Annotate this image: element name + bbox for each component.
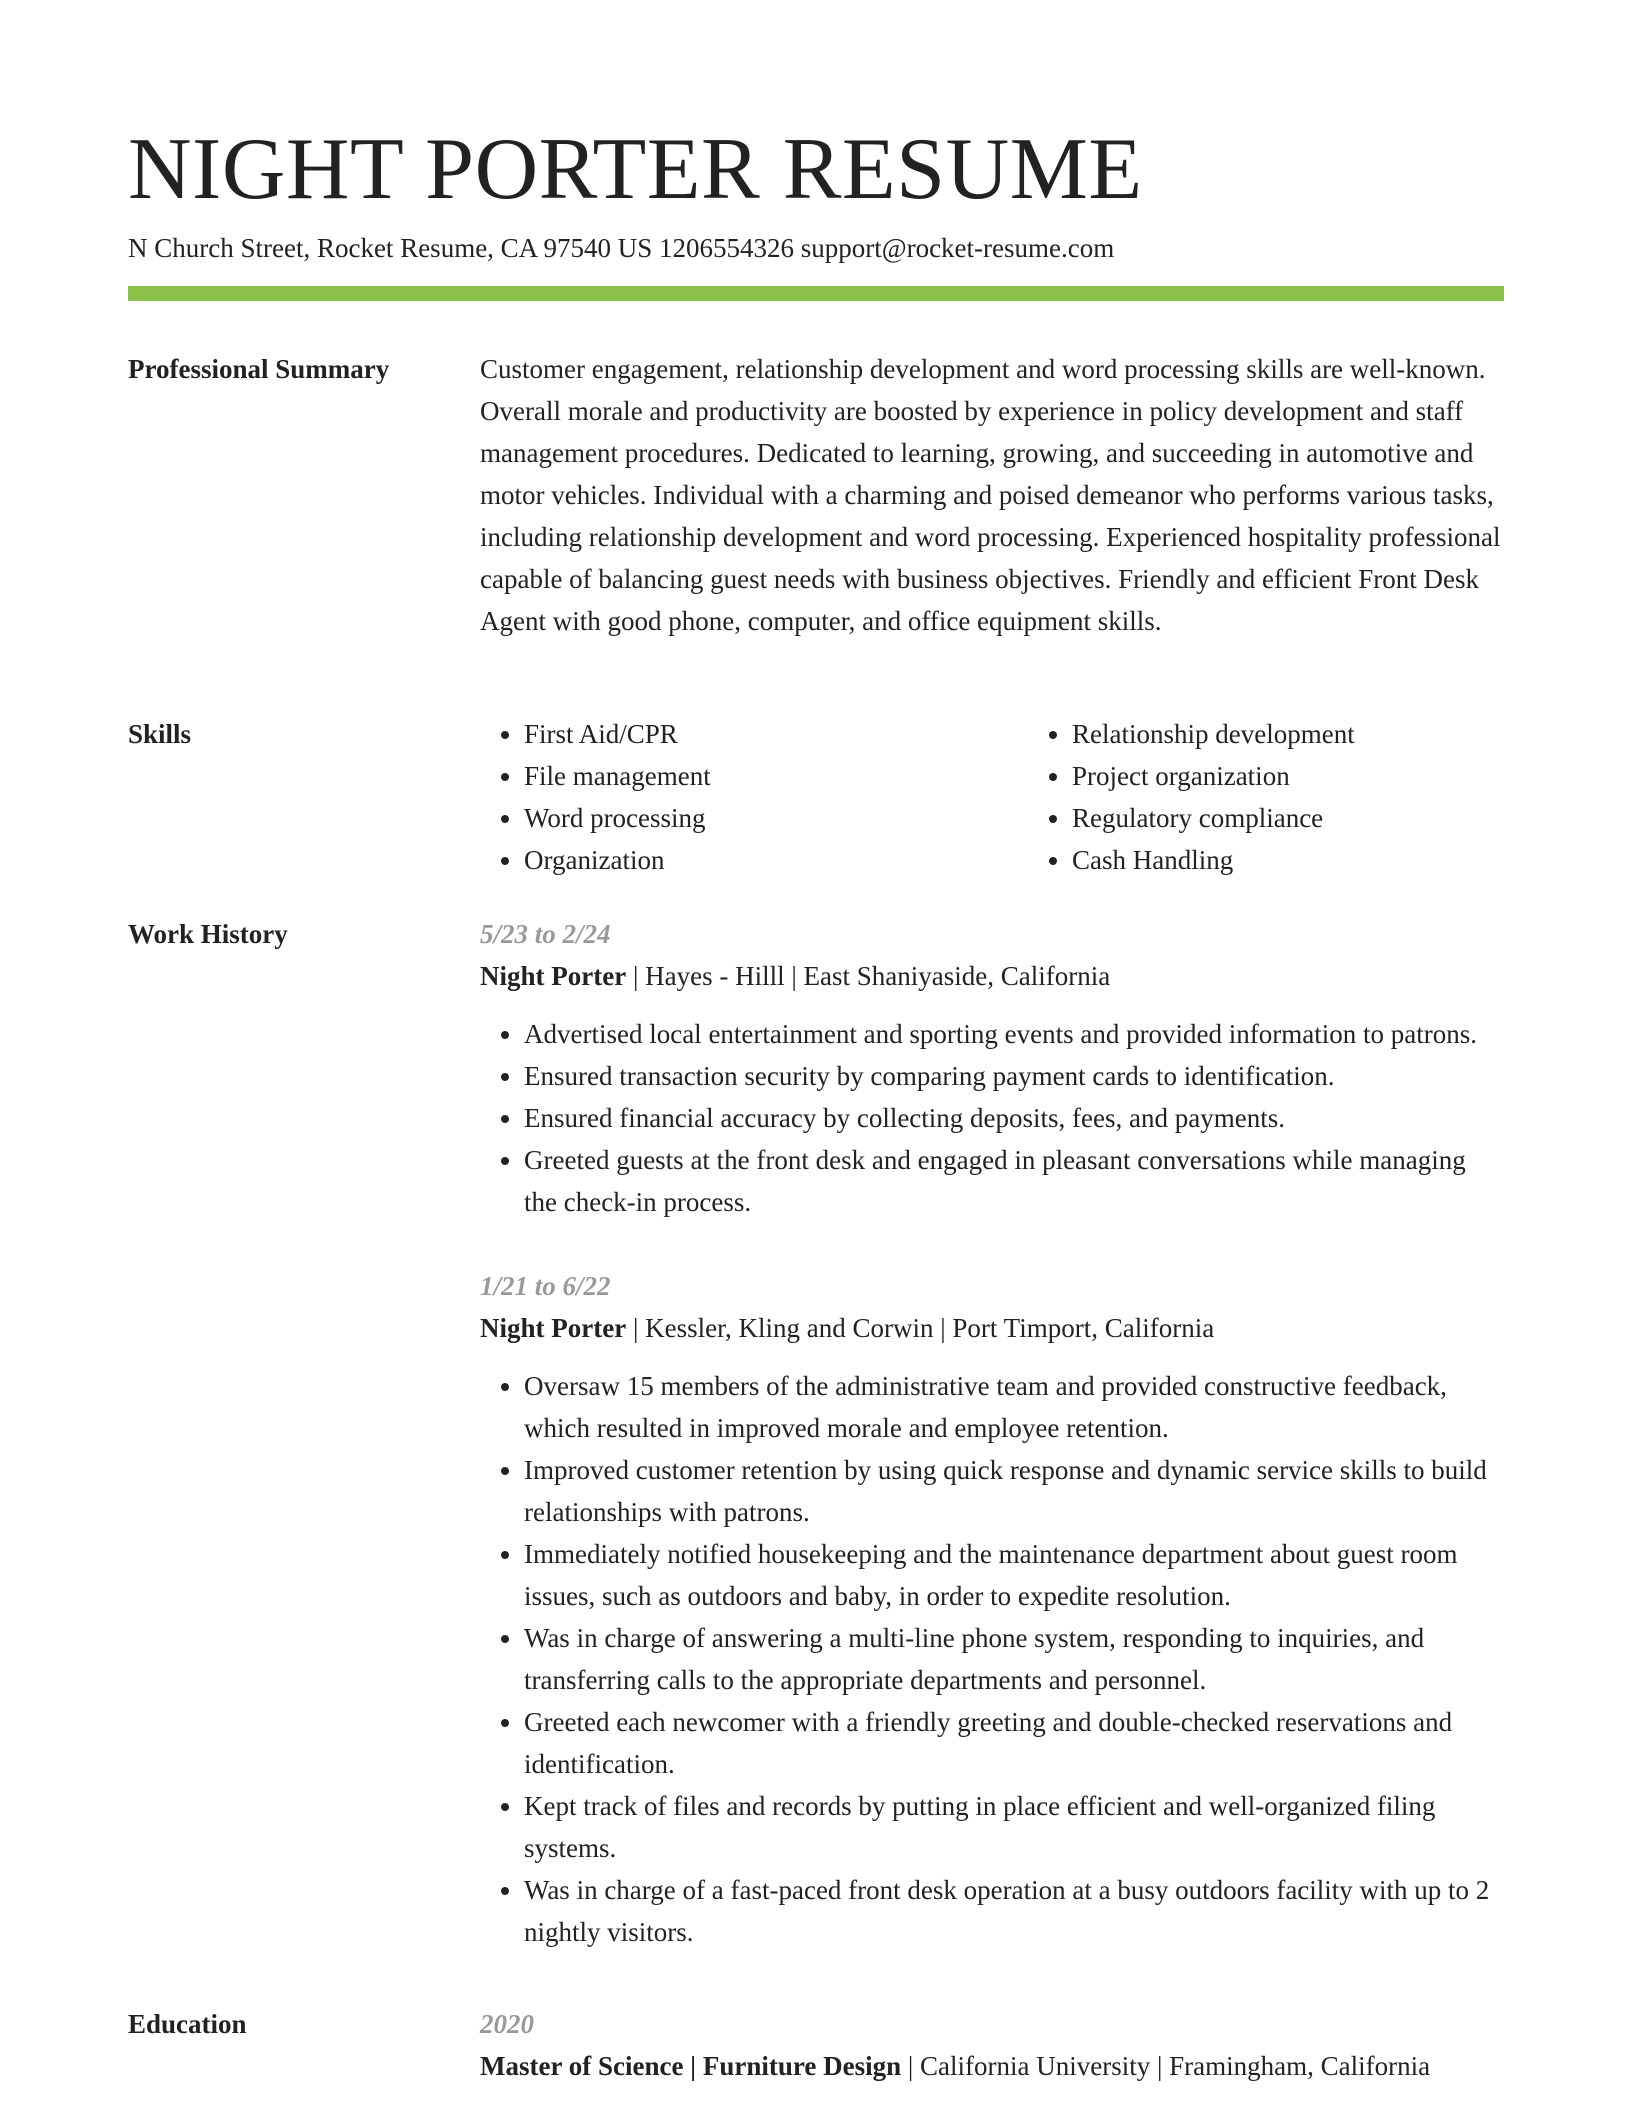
separator [626, 1313, 645, 1343]
contact-phone: 1206554326 [658, 233, 794, 263]
skill-item: • Organization [524, 839, 984, 881]
skill-item: • Cash Handling [1072, 839, 1532, 881]
job-duty: • Greeted each newcomer with a friendly greeting and double-checked reservations and identification. [524, 1701, 1504, 1785]
job-duty: • Greeted guests at the front desk and engaged in pleasant conversations while managing the check-in process. [524, 1139, 1504, 1223]
education-heading: Education [128, 2009, 247, 2039]
separator [901, 2051, 920, 2081]
job-duty: • Immediately notified housekeeping and the maintenance department about guest room issues, such as outdoors and baby, in order to expedite resolution. [524, 1533, 1504, 1617]
education-body [480, 2003, 1504, 2087]
work-history-body [480, 913, 1504, 1953]
job-entry [480, 1265, 1504, 1953]
skills-heading: Skills [128, 719, 192, 749]
summary-heading: Professional Summary [128, 354, 390, 384]
job-duty: • Was in charge of a fast-paced front desk operation at a busy outdoors facility with up to 2 nightly visitors. [524, 1869, 1504, 1953]
resume-title: NIGHT PORTER RESUME [128, 121, 1143, 218]
job-heading [480, 1307, 1504, 1349]
job-duties [480, 1013, 1504, 1223]
education-location: Framingham, California [1169, 2051, 1431, 2081]
job-duty: • Oversaw 15 members of the administrative team and provided constructive feedback, which resulted in improved morale and employee retention. [524, 1365, 1504, 1449]
job-duty: • Improved customer retention by using quick response and dynamic service skills to build relationships with patrons. [524, 1449, 1504, 1533]
job-title: Night Porter [480, 961, 627, 991]
job-duty: • Was in charge of answering a multi-line phone system, responding to inquiries, and transferring calls to the appropriate departments and personnel. [524, 1617, 1504, 1701]
contact-line [128, 230, 1114, 266]
separator [785, 961, 804, 991]
job-location: Port Timport, California [952, 1313, 1215, 1343]
skill-item: • Project organization [1072, 755, 1532, 797]
job-duty: • Kept track of files and records by putting in place efficient and well-organized filing systems. [524, 1785, 1504, 1869]
skills-column-right [1028, 713, 1532, 881]
job-location: East Shaniyaside, California [803, 961, 1111, 991]
education-heading-line [480, 2045, 1504, 2087]
contact-address: N Church Street, Rocket Resume, CA 97540 US [128, 233, 653, 263]
skill-item: • Relationship development [1072, 713, 1532, 755]
work-history-heading: Work History [128, 919, 288, 949]
skill-item: • Word processing [524, 797, 984, 839]
separator [1150, 2051, 1169, 2081]
summary-text: Customer engagement, relationship development and word processing skills are well-known. Overall morale and productivity are boosted by experience in policy development and staff management procedures. Dedicated to learning, growing, and succeeding in automotive and motor vehicles. Individual with a charming and poised demeanor who performs various tasks, including relationship development and word processing. Experienced hospitality professional capable of balancing guest needs with business objectives. Friendly and efficient Front Desk Agent with good phone, computer, and office equipment skills. [480, 354, 1501, 636]
job-duty: • Ensured financial accuracy by collecting deposits, fees, and payments. [524, 1097, 1504, 1139]
job-dates: 1/21 to 6/22 [480, 1271, 611, 1301]
job-duties [480, 1365, 1504, 1953]
job-dates: 5/23 to 2/24 [480, 919, 611, 949]
header-divider [128, 286, 1504, 301]
skills-list [480, 713, 1504, 881]
education-degree: Master of Science | Furniture Design [480, 2051, 902, 2081]
skill-item: • First Aid/CPR [524, 713, 984, 755]
education-year: 2020 [480, 2009, 534, 2039]
skills-column-left [480, 713, 984, 881]
separator [626, 961, 645, 991]
job-company: Hayes - Hilll [645, 961, 785, 991]
separator [934, 1313, 953, 1343]
job-duty: • Ensured transaction security by comparing payment cards to identification. [524, 1055, 1504, 1097]
job-company: Kessler, Kling and Corwin [645, 1313, 934, 1343]
job-title: Night Porter [480, 1313, 627, 1343]
job-heading [480, 955, 1504, 997]
job-entry [480, 913, 1504, 1223]
job-duty: • Advertised local entertainment and sporting events and provided information to patrons. [524, 1013, 1504, 1055]
contact-email: support@rocket-resume.com [800, 233, 1115, 263]
skill-item: • Regulatory compliance [1072, 797, 1532, 839]
summary-body [480, 348, 1504, 642]
skill-item: • File management [524, 755, 984, 797]
education-school: California University [920, 2051, 1151, 2081]
